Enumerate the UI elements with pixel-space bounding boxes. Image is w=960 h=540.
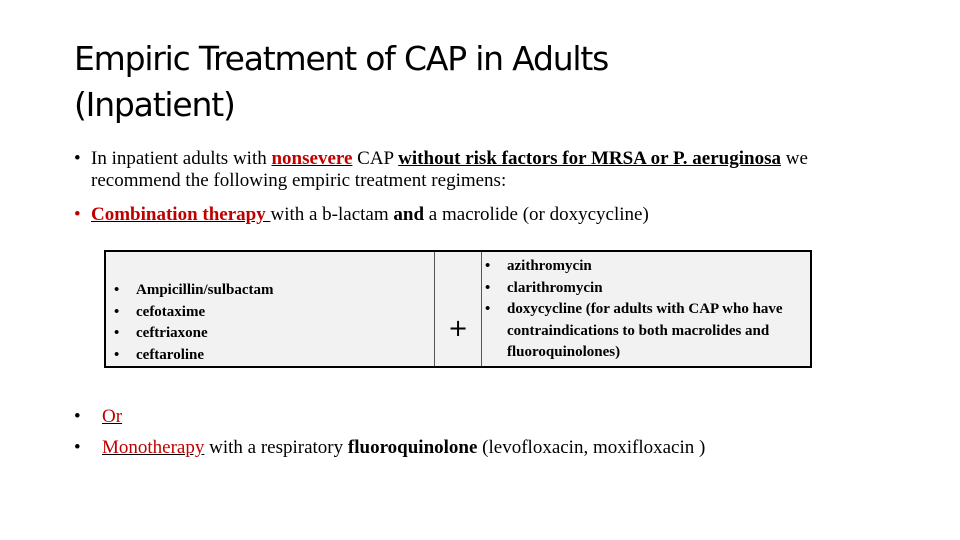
plus-cell	[434, 252, 482, 366]
or-text: Or	[102, 406, 123, 427]
plus-sign: +	[447, 314, 469, 342]
fluoroquinolone-text: fluoroquinolone	[347, 437, 478, 458]
bullet1-mid: CAP	[352, 148, 399, 169]
list-item: • ceftaroline	[114, 346, 205, 363]
bullet2-mid: with a b-lactam	[270, 204, 394, 225]
list-item: • azithromycin	[485, 258, 592, 274]
and-text: and	[393, 204, 425, 225]
bullet2-post: a macrolide (or doxycycline)	[424, 204, 649, 225]
regimen-table	[104, 250, 812, 368]
nonsevere-text: nonsevere	[271, 148, 353, 169]
slide-title	[74, 36, 894, 128]
beta-lactam-cell	[106, 252, 434, 366]
bullet-dot: •	[74, 406, 81, 427]
without-risk-factors-text: without risk factors for MRSA or P. aeruginosa	[398, 148, 781, 169]
macrolide-cell	[481, 252, 810, 366]
list-item: • Ampicillin/sulbactam	[114, 282, 274, 298]
bullet-monotherapy	[74, 437, 894, 459]
combination-therapy-text: Combination therapy	[91, 204, 271, 225]
slide-title-line2: (Inpatient)	[74, 85, 235, 124]
list-item: • doxycycline (for adults with CAP who have contraindications to both macrolides and fluoroquinolones)	[485, 301, 783, 360]
monotherapy-text: Monotherapy	[102, 437, 205, 458]
bullet4-mid: with a respiratory	[204, 437, 348, 458]
list-item: • cefotaxime	[114, 303, 206, 320]
list-item: • ceftriaxone	[114, 325, 208, 341]
list-item: • clarithromycin	[485, 279, 603, 296]
bullet-combination-therapy	[74, 204, 894, 226]
slide-title-line1: Empiric Treatment of CAP in Adults	[74, 39, 609, 78]
bullet-or	[74, 406, 894, 428]
bullet-dot: •	[74, 437, 81, 458]
bullet4-post: (levofloxacin, moxifloxacin )	[477, 437, 706, 458]
bullet-dot: •	[74, 204, 81, 225]
macrolide-list	[485, 256, 805, 364]
beta-lactam-list	[114, 280, 274, 366]
bullet1-post: we recommend the following empiric treatment regimens:	[91, 148, 808, 191]
bullet-dot: •	[74, 148, 81, 169]
bullet1-pre: In inpatient adults with	[91, 148, 272, 169]
bullet-nonsevere-cap	[74, 148, 894, 192]
